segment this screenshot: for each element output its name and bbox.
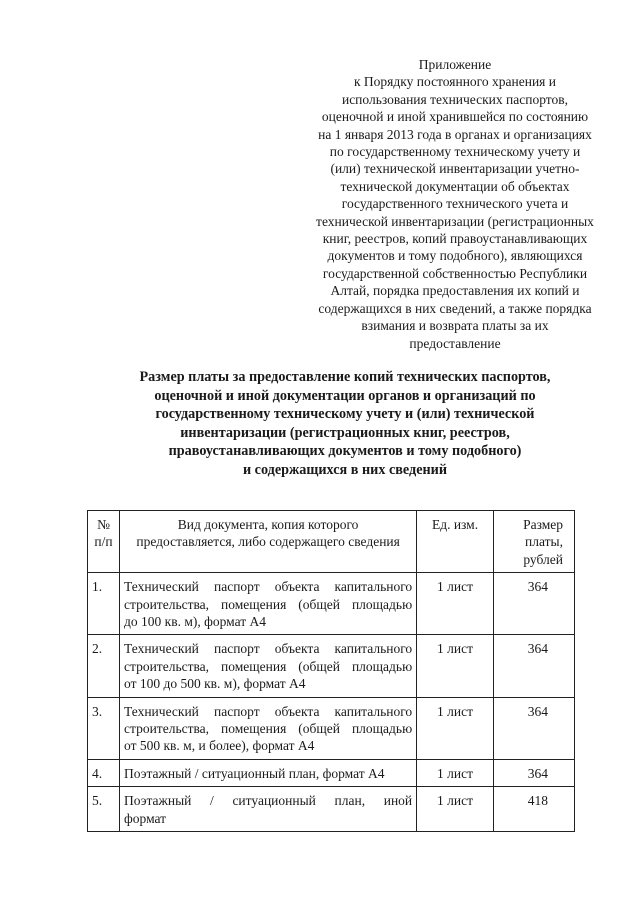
title-line: Размер платы за предоставление копий технических паспортов,: [139, 369, 551, 385]
title-line: государственному техническому учету и (или) технической: [155, 406, 535, 423]
appendix-line: использования технических паспортов,: [341, 91, 569, 107]
title-line: и содержащихся в них сведений: [242, 461, 448, 478]
row-document-type: Технический паспорт объекта капитального строительства, помещения (общей площадью до 100 кв. м), формат А4: [120, 573, 417, 635]
header-unit: Ед. изм.: [417, 511, 494, 573]
header-number: № п/п: [88, 511, 120, 573]
appendix-line: на 1 января 2013 года в органах и организациях: [318, 126, 592, 142]
table-row: [88, 759, 575, 786]
table-row: [88, 787, 575, 832]
appendix-line: к Порядку постоянного хранения и: [354, 74, 556, 90]
row-number: 4.: [88, 759, 120, 786]
row-unit: 1 лист: [417, 759, 494, 786]
title-line: оценочной и иной документации органов и организаций по: [154, 387, 536, 404]
appendix-line: государственного технического учета и: [341, 196, 569, 212]
table-header-row: [88, 511, 575, 573]
row-unit: 1 лист: [417, 697, 494, 759]
table-row: [88, 573, 575, 635]
appendix-note: [296, 56, 614, 352]
row-document-type: Технический паспорт объекта капитального строительства, помещения (общей площадью от 500 кв. м, и более), формат А4: [120, 697, 417, 759]
appendix-line: по государственному техническому учету и: [329, 144, 581, 160]
row-fee: 418: [493, 787, 574, 832]
appendix-line: взимания и возврата платы за их: [361, 318, 549, 334]
row-number: 1.: [88, 573, 120, 635]
row-fee: 364: [493, 635, 574, 697]
row-number: 5.: [88, 787, 120, 832]
appendix-line: книг, реестров, копий правоустанавливающих: [322, 231, 588, 247]
title-line: правоустанавливающих документов и тому подобного): [168, 443, 522, 460]
appendix-line: технической инвентаризации (регистрационных: [316, 213, 594, 229]
row-document-type: Поэтажный / ситуационный план, иной формат: [120, 787, 417, 832]
appendix-line: технической документации об объектах: [340, 178, 570, 194]
table-row: [88, 697, 575, 759]
row-fee: 364: [493, 573, 574, 635]
appendix-line: оценочной и иной хранившейся по состоянию: [321, 109, 589, 125]
table-row: [88, 635, 575, 697]
row-number: 2.: [88, 635, 120, 697]
row-document-type: Технический паспорт объекта капитального строительства, помещения (общей площадью от 100 до 500 кв. м), формат А4: [120, 635, 417, 697]
row-unit: 1 лист: [417, 573, 494, 635]
header-fee: Размер платы, рублей: [493, 511, 574, 573]
appendix-line: (или) технической инвентаризации учетно-: [330, 161, 580, 177]
header-document-type: Вид документа, копия которого предоставляется, либо содержащего сведения: [120, 511, 417, 573]
document-title: [90, 368, 600, 480]
row-document-type: Поэтажный / ситуационный план, формат А4: [120, 759, 417, 786]
appendix-line: Алтай, порядка предоставления их копий и: [330, 283, 580, 299]
row-unit: 1 лист: [417, 787, 494, 832]
title-line: инвентаризации (регистрационных книг, реестров,: [180, 424, 510, 441]
row-fee: 364: [493, 697, 574, 759]
fee-table: [87, 510, 575, 832]
appendix-line: документов и тому подобного), являющихся: [327, 248, 583, 264]
appendix-line: Приложение: [418, 57, 492, 72]
appendix-line: предоставление: [409, 335, 501, 351]
row-number: 3.: [88, 697, 120, 759]
appendix-line: государственной собственностью Республики: [322, 265, 588, 281]
row-fee: 364: [493, 759, 574, 786]
row-unit: 1 лист: [417, 635, 494, 697]
appendix-line: содержащихся в них сведений, а также порядка: [318, 300, 592, 316]
